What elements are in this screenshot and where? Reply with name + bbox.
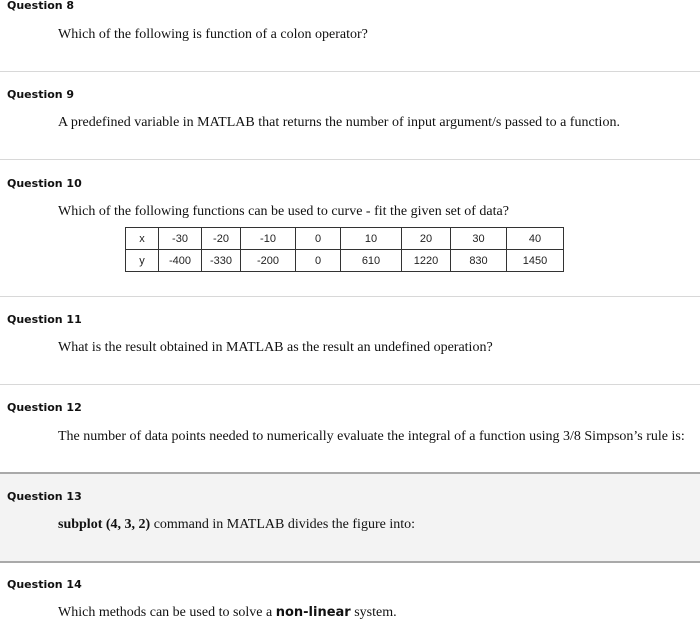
question-label: Question 14 [7, 578, 82, 591]
question-14 [0, 563, 700, 631]
table-cell: 830 [451, 250, 507, 272]
question-11 [0, 297, 700, 385]
question-text: Which of the following functions can be used to curve - fit the given set of data? [58, 204, 509, 219]
question-9 [0, 72, 700, 160]
question-text-post: system. [350, 605, 397, 620]
emphasis-text: non-linear [275, 605, 351, 620]
question-label: Question 10 [7, 177, 82, 190]
question-text [58, 517, 415, 533]
table-cell: -10 [241, 228, 296, 250]
question-13 [0, 472, 700, 563]
command-text: subplot (4, 3, 2) [58, 517, 151, 532]
question-text: A predefined variable in MATLAB that returns the number of input argument/s passed to a function. [58, 115, 620, 130]
table-row-y [126, 250, 564, 272]
question-text [58, 605, 397, 621]
question-label: Question 12 [7, 401, 82, 414]
question-text-rest: command in MATLAB divides the figure into: [150, 517, 415, 532]
table-cell: 0 [296, 250, 341, 272]
table-cell: -330 [202, 250, 241, 272]
table-cell: 20 [402, 228, 451, 250]
table-cell: 0 [296, 228, 341, 250]
table-cell: 10 [341, 228, 402, 250]
question-8 [0, 0, 700, 72]
table-cell: -30 [159, 228, 202, 250]
row-header: y [126, 250, 159, 272]
question-12 [0, 385, 700, 473]
question-text: The number of data points needed to numerically evaluate the integral of a function using 3/8 Simpson’s rule is: [58, 429, 685, 444]
data-table [125, 227, 564, 272]
table-cell: 610 [341, 250, 402, 272]
table-cell: 40 [507, 228, 564, 250]
table-cell: -400 [159, 250, 202, 272]
table-cell: 30 [451, 228, 507, 250]
question-label: Question 8 [7, 0, 75, 12]
table-cell: -20 [202, 228, 241, 250]
question-text: What is the result obtained in MATLAB as the result an undefined operation? [58, 340, 493, 355]
question-label: Question 9 [7, 88, 75, 101]
table-cell: -200 [241, 250, 296, 272]
row-header: x [126, 228, 159, 250]
question-label: Question 11 [7, 313, 82, 326]
question-text: Which of the following is function of a colon operator? [58, 27, 368, 42]
question-label: Question 13 [7, 490, 82, 503]
question-10 [0, 160, 700, 297]
table-cell: 1220 [402, 250, 451, 272]
question-text-pre: Which methods can be used to solve a [58, 605, 276, 620]
table-row-x [126, 228, 564, 250]
table-cell: 1450 [507, 250, 564, 272]
